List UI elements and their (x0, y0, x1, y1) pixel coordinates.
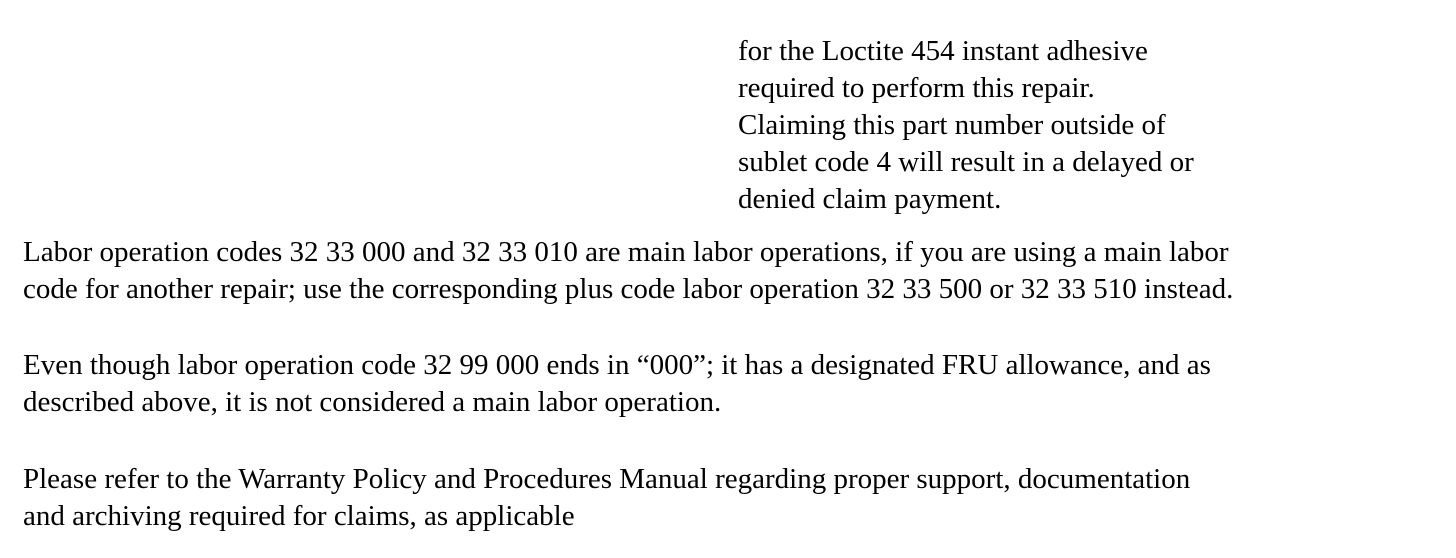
table-cell-note (738, 33, 1338, 218)
table-cell-line: for the Loctite 454 instant adhesive (738, 35, 1148, 67)
paragraph-line: Even though labor operation code 32 99 000 ends in “000”; it has a designated FRU allowance, and as (23, 349, 1211, 381)
paragraph-fru-allowance (23, 347, 1443, 421)
paragraph-labor-codes (23, 234, 1443, 308)
paragraph-line: described above, it is not considered a main labor operation. (23, 386, 722, 418)
table-cell-line: required to perform this repair. (738, 72, 1095, 104)
table-cell-line: sublet code 4 will result in a delayed or (738, 146, 1194, 178)
paragraph-warranty-manual (23, 461, 1443, 535)
paragraph-line: and archiving required for claims, as applicable (23, 500, 575, 532)
table-cell-line: Claiming this part number outside of (738, 109, 1166, 141)
paragraph-line: Labor operation codes 32 33 000 and 32 33 010 are main labor operations, if you are using a main labor (23, 236, 1229, 268)
table-cell-line: denied claim payment. (738, 183, 1002, 215)
paragraph-line: Please refer to the Warranty Policy and Procedures Manual regarding proper support, documentation (23, 463, 1191, 495)
paragraph-line: code for another repair; use the corresponding plus code labor operation 32 33 500 or 32 33 510 instead. (23, 273, 1234, 305)
